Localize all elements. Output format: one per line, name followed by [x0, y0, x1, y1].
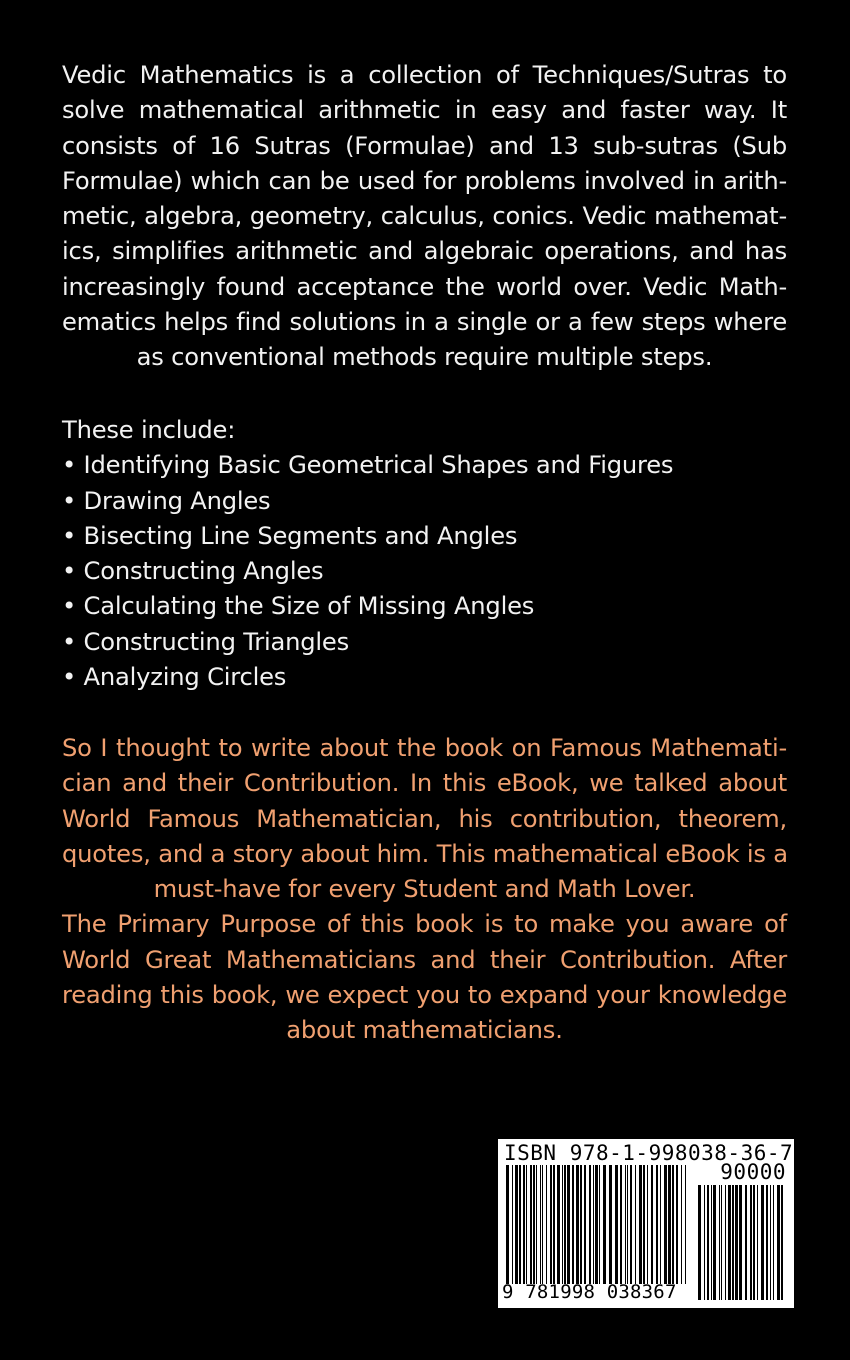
barcode-bar	[725, 1185, 726, 1300]
barcode-bar	[704, 1185, 705, 1300]
barcode-bar	[698, 1185, 701, 1300]
barcode-bar	[766, 1185, 768, 1300]
barcode-bar	[615, 1165, 618, 1284]
text-line: Formulae) which can be used for problems involved in arith-	[62, 166, 787, 195]
barcode-bar	[506, 1165, 509, 1284]
text-line: World Famous Mathematician, his contribution, theorem,	[62, 804, 787, 833]
promo-paragraph	[62, 731, 787, 1049]
barcode-bar	[557, 1165, 560, 1284]
barcode-bar	[553, 1165, 555, 1284]
barcode-bar	[589, 1165, 591, 1284]
barcode-bar	[770, 1185, 771, 1300]
barcode-bar	[685, 1165, 686, 1284]
barcode-bar	[540, 1165, 541, 1284]
barcode-bar	[523, 1165, 525, 1284]
text-line: The Primary Purpose of this book is to make you aware of	[62, 910, 787, 939]
addon-bars	[698, 1185, 786, 1300]
barcode-bar	[745, 1185, 747, 1300]
barcode-bar	[546, 1165, 547, 1284]
isbn-barcode	[498, 1139, 794, 1308]
barcode-bar	[711, 1185, 712, 1300]
text-line: reading this book, we expect you to expand your knowledge	[62, 981, 787, 1010]
list-item: • Analyzing Circles	[62, 663, 287, 692]
text-line: solve mathematical arithmetic in easy and faster way. It	[62, 96, 787, 125]
list-item: • Constructing Triangles	[62, 627, 349, 656]
text-line: Vedic Mathematics is a collection of Techniques/Sutras to	[62, 61, 787, 89]
barcode-bar	[533, 1165, 535, 1284]
barcode-bar	[728, 1185, 731, 1300]
barcode-bar	[732, 1185, 734, 1300]
list-item: • Bisecting Line Segments and Angles	[62, 521, 518, 550]
barcode-bar	[681, 1165, 682, 1284]
topics-items	[62, 448, 787, 695]
barcode-bar	[781, 1185, 783, 1300]
description-paragraph	[62, 58, 787, 376]
list-item: • Constructing Angles	[62, 557, 324, 586]
barcode-bar	[526, 1165, 527, 1284]
barcode-bar	[580, 1165, 582, 1284]
barcode-bar	[651, 1165, 653, 1284]
barcode-bar	[660, 1165, 661, 1284]
barcode-bar	[625, 1165, 626, 1284]
barcode-bar	[721, 1185, 722, 1300]
list-item: • Identifying Basic Geometrical Shapes and Figures	[62, 451, 674, 480]
barcode-bar	[753, 1185, 755, 1300]
barcode-bar	[676, 1165, 678, 1284]
text-line: So I thought to write about the book on Famous Mathemati-	[62, 734, 787, 762]
text-line: ics, simplifies arithmetic and algebraic operations, and has	[62, 237, 787, 266]
barcode-bar	[707, 1185, 709, 1300]
topics-list	[62, 413, 787, 695]
text-line: must-have for every Student and Math Lover.	[153, 875, 696, 904]
barcode-bar	[576, 1165, 579, 1284]
barcode-bar	[567, 1165, 570, 1284]
barcode-bar	[595, 1165, 598, 1284]
barcode-bar	[643, 1165, 645, 1284]
barcode-bar	[668, 1165, 671, 1284]
topics-heading: These include:	[62, 416, 236, 444]
barcode-bar	[564, 1165, 566, 1284]
barcode-bar	[647, 1165, 648, 1284]
barcode-bar	[713, 1185, 716, 1300]
price-code: 90000	[720, 1160, 786, 1184]
barcode-bar	[572, 1165, 574, 1284]
text-line: cian and their Contribution. In this eBook, we talked about	[62, 769, 787, 798]
barcode-bar	[630, 1165, 632, 1284]
barcode-bar	[603, 1165, 606, 1284]
barcode-bar	[609, 1165, 612, 1284]
barcode-bar	[750, 1185, 752, 1300]
barcode-bar	[761, 1185, 764, 1300]
text-line: increasingly found acceptance the world over. Vedic Math-	[62, 272, 787, 301]
text-line: about mathematicians.	[286, 1016, 563, 1045]
text-line: World Great Mathematicians and their Contribution. After	[62, 945, 787, 974]
barcode-bar	[536, 1165, 537, 1284]
barcode-bar	[593, 1165, 594, 1284]
barcode-bar	[519, 1165, 521, 1284]
barcode-bar	[719, 1185, 720, 1300]
barcode-bar	[664, 1165, 667, 1284]
barcode-bar	[656, 1165, 658, 1284]
text-line: quotes, and a story about him. This mathematical eBook is a	[62, 839, 788, 868]
barcode-bar	[542, 1165, 543, 1284]
isbn-label: ISBN 978-1-998038-36-7	[504, 1141, 794, 1165]
text-line: consists of 16 Sutras (Formulae) and 13 sub-sutras (Sub	[62, 131, 787, 160]
barcode-bar	[735, 1185, 738, 1300]
barcode-bar	[550, 1165, 552, 1284]
text-line: as conventional methods require multiple steps.	[136, 343, 713, 372]
barcode-bar	[777, 1185, 780, 1300]
barcode-bar	[672, 1165, 674, 1284]
barcode-bar	[584, 1165, 586, 1284]
barcode-bar	[639, 1165, 642, 1284]
barcode-bar	[773, 1185, 774, 1300]
barcode-bar	[530, 1165, 532, 1284]
ean-bars	[506, 1165, 686, 1284]
text-line: ematics helps find solutions in a single or a few steps where	[62, 308, 787, 337]
barcode-bar	[515, 1165, 518, 1284]
barcode-bar	[562, 1165, 563, 1284]
barcode-bar	[627, 1165, 628, 1284]
barcode-bar	[739, 1185, 742, 1300]
list-item: • Drawing Angles	[62, 486, 271, 515]
ean-digits: 9 781998 038367	[502, 1281, 677, 1303]
barcode-bar	[599, 1165, 600, 1284]
barcode-bar	[635, 1165, 636, 1284]
text-line: metic, algebra, geometry, calculus, conics. Vedic mathemat-	[62, 202, 787, 231]
barcode-bar	[620, 1165, 622, 1284]
list-item: • Calculating the Size of Missing Angles	[62, 592, 535, 621]
barcode-bar	[757, 1185, 758, 1300]
barcode-bar	[512, 1165, 513, 1284]
